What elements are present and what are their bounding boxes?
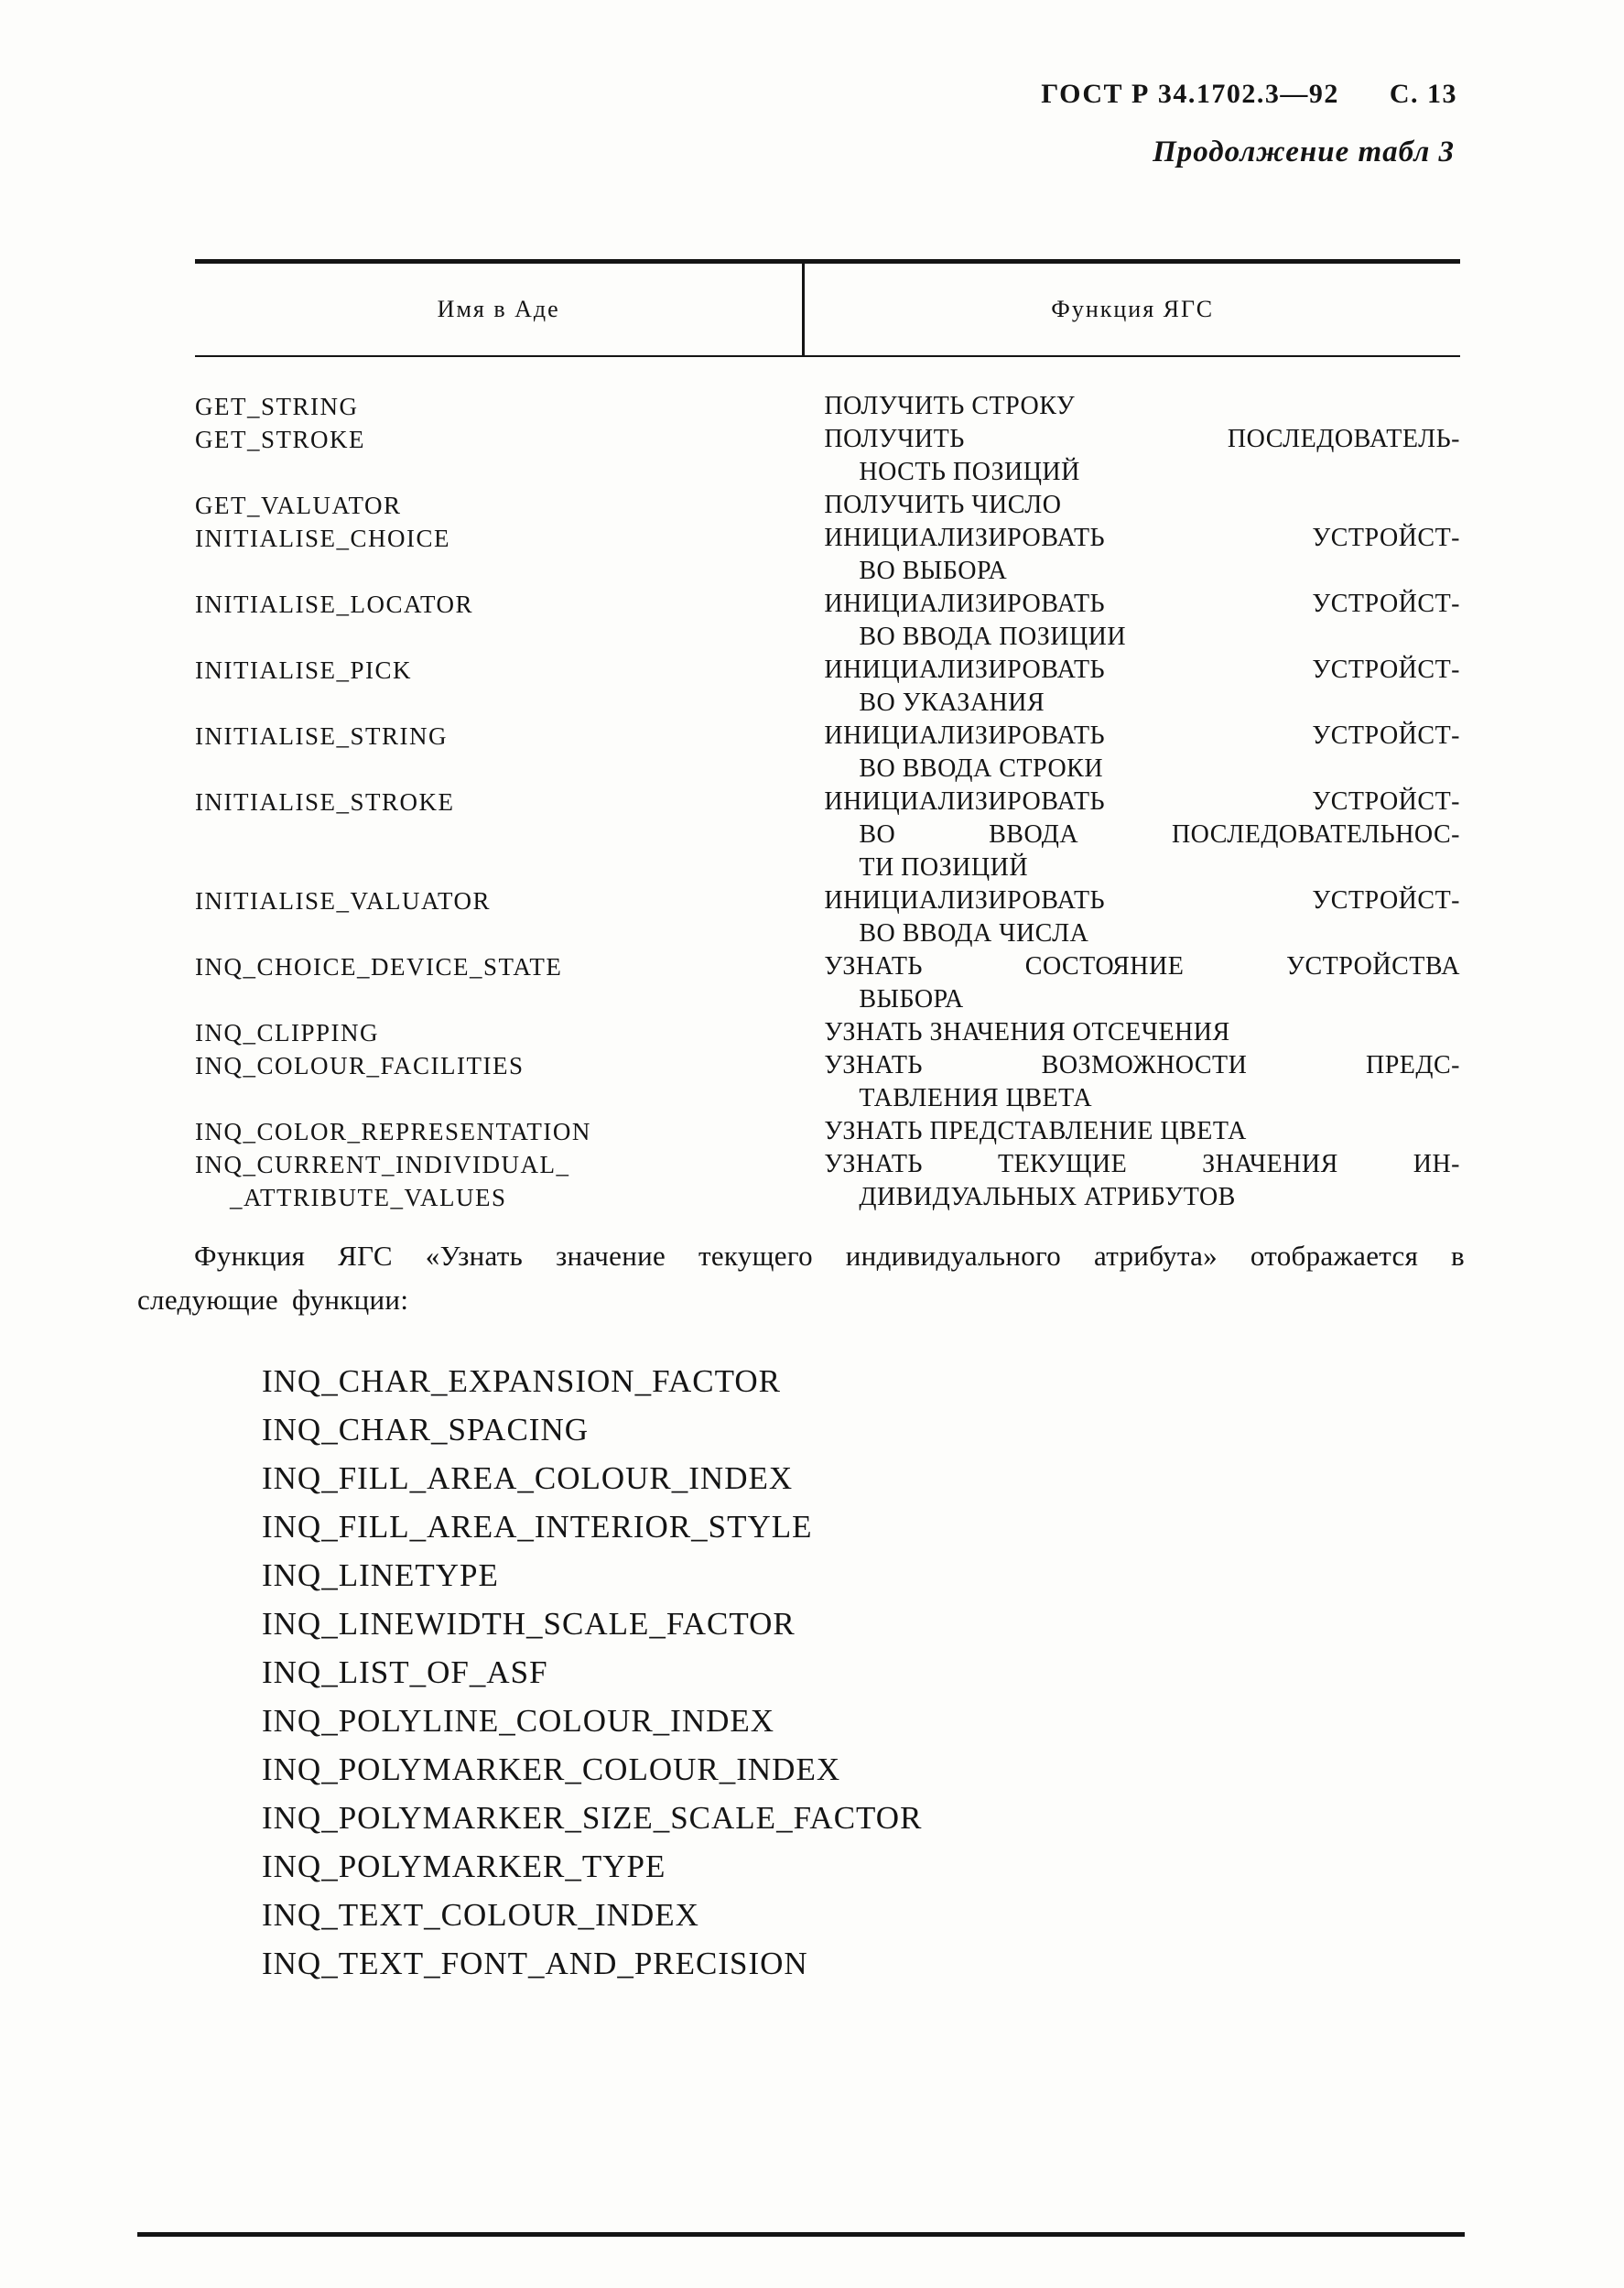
- cell-line: GET_STRING: [195, 393, 359, 420]
- function-list-item: INQ_LINEWIDTH_SCALE_FACTOR: [262, 1606, 796, 1642]
- table-row: [195, 654, 1460, 720]
- ada-name-cell: [195, 423, 802, 489]
- gks-function-cell: [802, 1016, 1460, 1049]
- cell-line: ИНИЦИАЛИЗИРОВАТЬ УСТРОЙСТ-: [824, 721, 1460, 750]
- ada-name-cell: [195, 390, 802, 423]
- col-header-ada-name: Имя в Аде: [195, 264, 805, 355]
- ada-name-cell: [195, 1016, 802, 1049]
- gks-function-cell: [802, 720, 1460, 786]
- function-list-item: INQ_POLYMARKER_SIZE_SCALE_FACTOR: [262, 1800, 923, 1836]
- gks-function-cell: [802, 786, 1460, 884]
- gks-function-cell: [802, 390, 1460, 423]
- ada-name-cell: [195, 786, 802, 884]
- cell-line: _ATTRIBUTE_VALUES: [230, 1184, 507, 1211]
- cell-line: ТИ ПОЗИЦИЙ: [859, 853, 1029, 882]
- ada-name-cell: [195, 588, 802, 654]
- cell-line: GET_STROKE: [195, 426, 365, 453]
- cell-line: ВО ВВОДА ПОСЛЕДОВАТЕЛЬНОС-: [859, 820, 1460, 849]
- table-row: [195, 884, 1460, 950]
- table-continuation-caption: Продолжение табл 3: [1153, 136, 1455, 168]
- gks-function-cell: [802, 1115, 1460, 1148]
- mapping-table: [195, 259, 1460, 1214]
- cell-line: ИНИЦИАЛИЗИРОВАТЬ УСТРОЙСТ-: [824, 656, 1460, 684]
- cell-line: INQ_CHOICE_DEVICE_STATE: [195, 953, 563, 981]
- cell-line: УЗНАТЬ СОСТОЯНИЕ УСТРОЙСТВА: [824, 952, 1460, 981]
- function-list-item: INQ_TEXT_COLOUR_INDEX: [262, 1897, 699, 1933]
- function-list-item: INQ_POLYLINE_COLOUR_INDEX: [262, 1703, 775, 1739]
- cell-line: INQ_COLOUR_FACILITIES: [195, 1052, 525, 1079]
- gks-function-cell: [802, 588, 1460, 654]
- gks-function-cell: [802, 1049, 1460, 1115]
- table-row: [195, 390, 1460, 423]
- ada-name-cell: [195, 720, 802, 786]
- cell-line: ПОЛУЧИТЬ ЧИСЛО: [824, 491, 1062, 519]
- cell-line: INITIALISE_STROKE: [195, 788, 455, 816]
- function-list-item: INQ_CHAR_EXPANSION_FACTOR: [262, 1363, 781, 1399]
- cell-line: INQ_COLOR_REPRESENTATION: [195, 1118, 591, 1145]
- table-row: [195, 1049, 1460, 1115]
- cell-line: ВО ВВОДА ПОЗИЦИИ: [859, 623, 1127, 651]
- table-body: [195, 357, 1460, 1214]
- gks-function-cell: [802, 950, 1460, 1016]
- cell-line: ТАВЛЕНИЯ ЦВЕТА: [859, 1084, 1093, 1112]
- cell-line: УЗНАТЬ ПРЕДСТАВЛЕНИЕ ЦВЕТА: [824, 1117, 1247, 1145]
- ada-name-cell: [195, 522, 802, 588]
- page-number: С. 13: [1389, 79, 1457, 109]
- cell-line: ВО ВВОДА ЧИСЛА: [859, 919, 1089, 948]
- gks-function-cell: [802, 489, 1460, 522]
- cell-line: ИНИЦИАЛИЗИРОВАТЬ УСТРОЙСТ-: [824, 524, 1460, 552]
- footer-rule: [137, 2232, 1465, 2237]
- ada-name-cell: [195, 1115, 802, 1148]
- table-row: [195, 786, 1460, 884]
- cell-line: INITIALISE_STRING: [195, 722, 448, 750]
- gks-function-cell: [802, 884, 1460, 950]
- gks-function-cell: [802, 1148, 1460, 1214]
- cell-line: INITIALISE_PICK: [195, 656, 412, 684]
- cell-line: ДИВИДУАЛЬНЫХ АТРИБУТОВ: [859, 1183, 1236, 1211]
- cell-line: ВЫБОРА: [859, 985, 964, 1014]
- running-head: [1041, 79, 1457, 110]
- gks-function-cell: [802, 423, 1460, 489]
- cell-line: УЗНАТЬ ВОЗМОЖНОСТИ ПРЕДС-: [824, 1051, 1460, 1079]
- table-row: [195, 489, 1460, 522]
- function-list-item: INQ_CHAR_SPACING: [262, 1412, 589, 1448]
- table-row: [195, 1115, 1460, 1148]
- function-list-item: INQ_FILL_AREA_COLOUR_INDEX: [262, 1460, 794, 1496]
- function-list-item: INQ_LINETYPE: [262, 1557, 499, 1593]
- function-list-item: INQ_POLYMARKER_TYPE: [262, 1849, 666, 1884]
- cell-line: ИНИЦИАЛИЗИРОВАТЬ УСТРОЙСТ-: [824, 886, 1460, 915]
- cell-line: ПОЛУЧИТЬ ПОСЛЕДОВАТЕЛЬ-: [824, 425, 1460, 453]
- cell-line: ПОЛУЧИТЬ СТРОКУ: [824, 392, 1076, 420]
- cell-line: НОСТЬ ПОЗИЦИЙ: [859, 458, 1080, 486]
- table-row: [195, 720, 1460, 786]
- cell-line: INITIALISE_VALUATOR: [195, 887, 491, 915]
- cell-line: INQ_CURRENT_INDIVIDUAL_: [195, 1151, 570, 1178]
- function-list-item: INQ_TEXT_FONT_AND_PRECISION: [262, 1946, 808, 1981]
- function-list: [262, 1357, 922, 1988]
- function-list-item: INQ_FILL_AREA_INTERIOR_STYLE: [262, 1509, 813, 1545]
- ada-name-cell: [195, 884, 802, 950]
- cell-line: ВО ВЫБОРА: [859, 557, 1008, 585]
- cell-line: INQ_CLIPPING: [195, 1019, 380, 1046]
- table-row: [195, 588, 1460, 654]
- table-row: [195, 522, 1460, 588]
- cell-line: INITIALISE_CHOICE: [195, 525, 450, 552]
- table-row: [195, 950, 1460, 1016]
- doc-number: ГОСТ Р 34.1702.3—92: [1041, 79, 1339, 109]
- cell-line: УЗНАТЬ ЗНАЧЕНИЯ ОТСЕЧЕНИЯ: [824, 1018, 1230, 1046]
- body-paragraph: Функция ЯГС «Узнать значение текущего индивидуального атрибута» отображается в следующие функции:: [137, 1240, 1465, 1316]
- gks-function-cell: [802, 522, 1460, 588]
- table-row: [195, 1148, 1460, 1214]
- cell-line: УЗНАТЬ ТЕКУЩИЕ ЗНАЧЕНИЯ ИН-: [824, 1150, 1460, 1178]
- cell-line: ИНИЦИАЛИЗИРОВАТЬ УСТРОЙСТ-: [824, 590, 1460, 618]
- cell-line: ИНИЦИАЛИЗИРОВАТЬ УСТРОЙСТ-: [824, 787, 1460, 816]
- ada-name-cell: [195, 950, 802, 1016]
- ada-name-cell: [195, 1049, 802, 1115]
- function-list-item: INQ_LIST_OF_ASF: [262, 1654, 548, 1690]
- gks-function-cell: [802, 654, 1460, 720]
- function-list-item: INQ_POLYMARKER_COLOUR_INDEX: [262, 1751, 841, 1787]
- ada-name-cell: [195, 654, 802, 720]
- table-row: [195, 1016, 1460, 1049]
- col-header-gks-function: Функция ЯГС: [1051, 296, 1215, 322]
- table-row: [195, 423, 1460, 489]
- table-header-row: [195, 259, 1460, 357]
- cell-line: ВО ВВОДА СТРОКИ: [859, 754, 1104, 783]
- ada-name-cell: [195, 1148, 802, 1214]
- ada-name-cell: [195, 489, 802, 522]
- cell-line: INITIALISE_LOCATOR: [195, 591, 473, 618]
- cell-line: ВО УКАЗАНИЯ: [859, 689, 1045, 717]
- cell-line: GET_VALUATOR: [195, 492, 402, 519]
